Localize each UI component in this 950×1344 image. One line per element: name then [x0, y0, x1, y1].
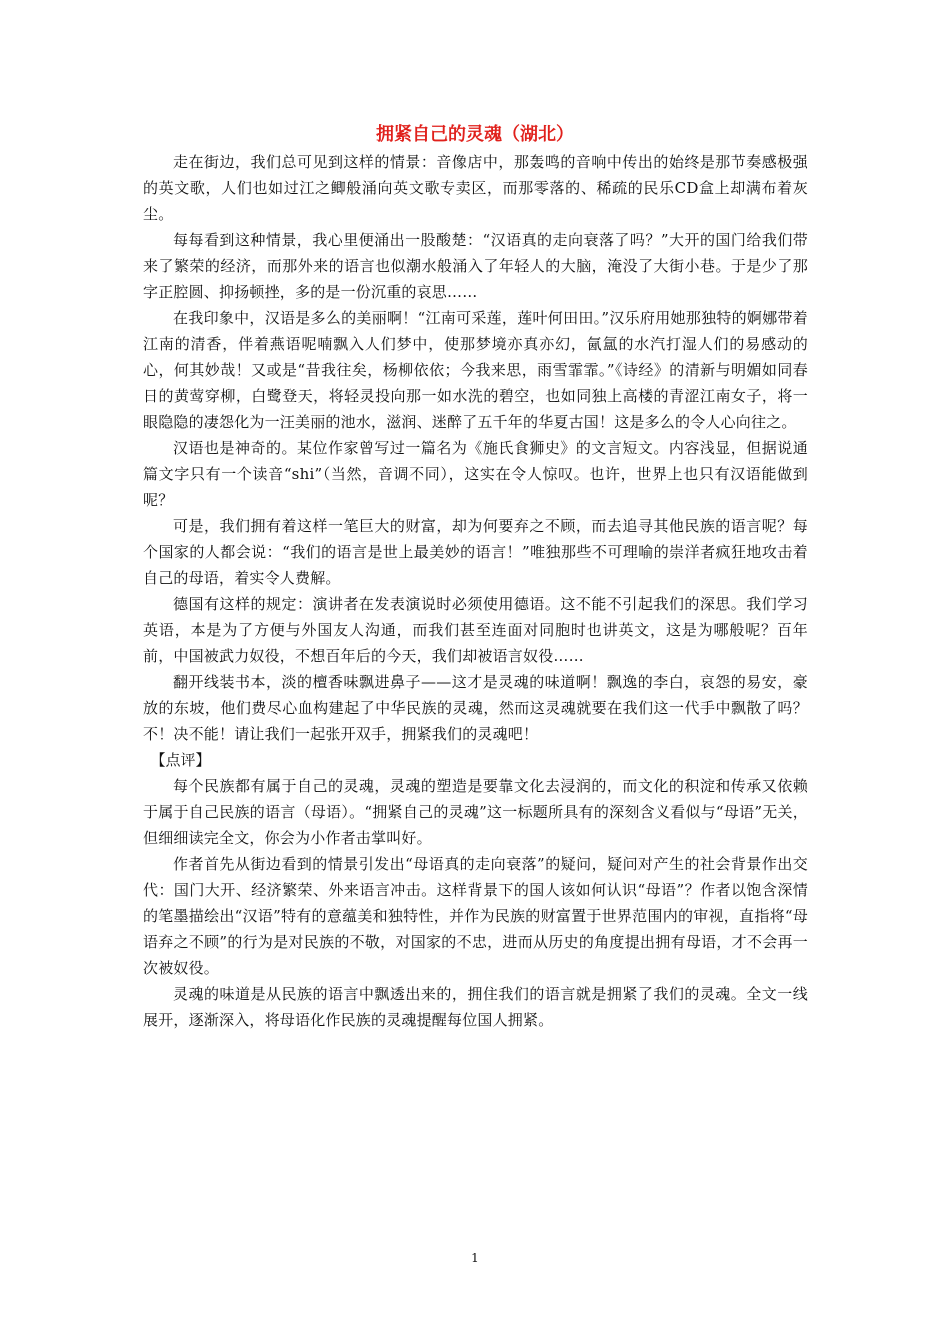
document-body [143, 149, 808, 1033]
essay-paragraph-3: 在我印象中，汉语是多么的美丽啊！“江南可采莲，莲叶何田田。”汉乐府用她那独特的婀娜带着江南的清香，伴着燕语呢喃飘入人们梦中，使那梦境亦真亦幻，氤氲的水汽打湿人们的易感动的心，何其妙哉！又或是“昔我往矣，杨柳依依；今我来思，雨雪霏霏。”《诗经》的清新与明媚如同春日的黄莺穿柳，白鹭登天，将轻灵投向那一如水洗的碧空，也如同独上高楼的青涩江南女子，将一眼隐隐的凄怨化为一汪美丽的池水，滋润、迷醉了五千年的华夏古国！这是多么的令人心向往之。 [143, 309, 808, 431]
review-heading: 【点评】 [150, 751, 211, 769]
document-title: 拥紧自己的灵魂（湖北） [376, 124, 574, 145]
essay-paragraph-4: 汉语也是神奇的。某位作家曾写过一篇名为《施氏食狮史》的文言短文。内容浅显，但据说通篇文字只有一个读音“shi”（当然，音调不同），这实在令人惊叹。也许，世界上也只有汉语能做到呢？ [143, 439, 808, 509]
page-number: 1 [471, 1251, 479, 1265]
essay-paragraph-1: 走在街边，我们总可见到这样的情景：音像店中，那轰鸣的音响中传出的始终是那节奏感极强的英文歌，人们也如过江之鲫般涌向英文歌专卖区，而那零落的、稀疏的民乐CD盒上却满布着灰尘。 [143, 153, 808, 223]
review-paragraph-3: 灵魂的味道是从民族的语言中飘透出来的，拥住我们的语言就是拥紧了我们的灵魂。全文一线展开，逐渐深入，将母语化作民族的灵魂提醒每位国人拥紧。 [143, 985, 808, 1029]
review-paragraph-2: 作者首先从街边看到的情景引发出“母语真的走向衰落”的疑问，疑问对产生的社会背景作出交代：国门大开、经济繁荣、外来语言冲击。这样背景下的国人该如何认识“母语”？作者以饱含深情的笔墨描绘出“汉语”特有的意蕴美和独特性，并作为民族的财富置于世界范围内的审视，直指将“母语弃之不顾”的行为是对民族的不敬，对国家的不忠，进而从历史的角度提出拥有母语，才不会再一次被奴役。 [143, 855, 808, 977]
essay-paragraph-5: 可是，我们拥有着这样一笔巨大的财富，却为何要弃之不顾，而去追寻其他民族的语言呢？每个国家的人都会说：“我们的语言是世上最美妙的语言！”唯独那些不可理喻的崇洋者疯狂地攻击着自己的母语，着实令人费解。 [143, 517, 808, 587]
essay-paragraph-7: 翻开线装书本，淡的檀香味飘进鼻子——这才是灵魂的味道啊！飘逸的李白，哀怨的易安，豪放的东坡，他们费尽心血构建起了中华民族的灵魂，然而这灵魂就要在我们这一代手中飘散了吗？不！决不能！请让我们一起张开双手，拥紧我们的灵魂吧！ [143, 673, 808, 743]
essay-paragraph-2: 每每看到这种情景，我心里便涌出一股酸楚：“汉语真的走向衰落了吗？”大开的国门给我们带来了繁荣的经济，而那外来的语言也似潮水般涌入了年轻人的大脑，淹没了大街小巷。于是少了那字正腔圆、抑扬顿挫，多的是一份沉重的哀思…… [143, 231, 808, 301]
essay-paragraph-6: 德国有这样的规定：演讲者在发表演说时必须使用德语。这不能不引起我们的深思。我们学习英语，本是为了方便与外国友人沟通，而我们甚至连面对同胞时也讲英文，这是为哪般呢？百年前，中国被武力奴役，不想百年后的今天，我们却被语言奴役…… [143, 595, 808, 665]
review-paragraph-1: 每个民族都有属于自己的灵魂，灵魂的塑造是要靠文化去浸润的，而文化的积淀和传承又依赖于属于自己民族的语言（母语）。“拥紧自己的灵魂”这一标题所具有的深刻含义看似与“母语”无关，但细细读完全文，你会为小作者击掌叫好。 [143, 777, 808, 847]
